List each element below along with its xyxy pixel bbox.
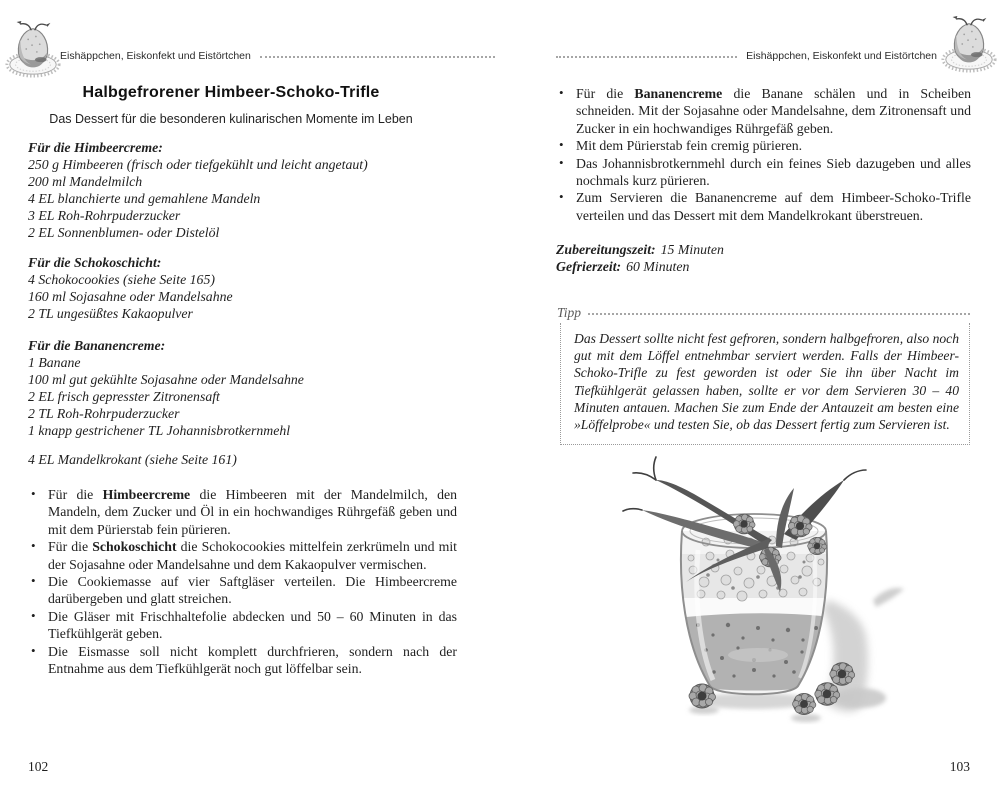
ingredient-line: 4 Schokocookies (siehe Seite 165): [28, 272, 215, 287]
prep-time-line: [556, 242, 724, 259]
page-number-right: 103: [949, 759, 970, 774]
freeze-time-line: [556, 259, 724, 276]
recipe-step: [28, 573, 457, 608]
step-text: Die Eismasse soll nicht komplett durchfrieren, sondern nach der Entnahme aus dem Tiefkühlgerät noch gut löffelbar sein.: [48, 643, 457, 677]
ingredient-line: 1 knapp gestrichener TL Johannisbrotkernmehl: [28, 423, 291, 438]
running-head-right-text: Eishäppchen, Eiskonfekt und Eistörtchen: [746, 50, 937, 62]
tip-box: [556, 305, 970, 445]
extra-ingredient-line: 4 EL Mandelkrokant (siehe Seite 161): [28, 452, 237, 467]
prep-time-value: 15 Minuten: [660, 242, 724, 257]
ingredient-line: 200 ml Mandelmilch: [28, 174, 143, 189]
step-text: Für die: [48, 539, 93, 555]
ingredient-heading: Für die Bananencreme:: [28, 338, 166, 353]
step-text: Das Johannisbrotkernmehl durch ein feines Sieb dazugeben und alles nochmals kurz pürieren.: [576, 155, 971, 189]
step-bold-term: Himbeercreme: [102, 487, 191, 502]
recipe-subtitle: Das Dessert für die besonderen kulinarischen Momente im Leben: [49, 112, 413, 126]
freeze-time-label: Gefrierzeit:: [556, 258, 622, 274]
step-text: Die Gläser mit Frischhaltefolie abdecken und 50 – 60 Minuten in das Tiefkühlgerät geben.: [48, 608, 457, 642]
step-text: Für die: [576, 86, 635, 101]
prep-time-label: Zubereitungszeit:: [556, 242, 656, 257]
step-text: Die Cookiemasse auf vier Saftgläser verteilen. Die Himbeercreme darübergeben und glatt streichen.: [48, 574, 457, 607]
step-text: Zum Servieren die Bananencreme auf dem Himbeer-Schoko-Trifle verteilen und das Dessert mit dem Mandelkrokant überstreuen.: [576, 190, 971, 223]
recipe-step: [556, 137, 971, 154]
recipe-step: [28, 486, 457, 538]
recipe-step: [28, 643, 457, 678]
step-text: die Schokocookies mittelfein zerkrümeln und mit der Sojasahne oder Mandelsahne und dem Kakaopulver vermischen.: [48, 539, 458, 572]
tip-header: [556, 305, 970, 321]
ingredient-heading: Für die Schokoschicht:: [28, 255, 162, 270]
page-left: [28, 0, 457, 800]
recipe-step: [556, 85, 971, 137]
page-number-left: 102: [28, 759, 49, 774]
step-bold-term: Bananencreme: [634, 86, 723, 101]
ingredient-line: 160 ml Sojasahne oder Mandelsahne: [28, 289, 233, 304]
ingredient-line: 250 g Himbeeren (frisch oder tiefgekühlt und leicht angetaut): [28, 157, 368, 172]
right-steps: [556, 85, 971, 224]
ingredients-schokoschicht: [28, 254, 457, 322]
recipe-title: Halbgefrorener Himbeer-Schoko-Trifle: [82, 84, 380, 101]
step-text: die Banane schälen und in Scheiben schneiden. Mit der Sojasahne oder Mandelsahne, dem Zitronensaft und Zucker in ein hochwandiges Rührgefäß geben.: [576, 86, 972, 136]
times-block: [556, 242, 724, 275]
recipe-step: [556, 189, 971, 224]
ingredient-heading: Für die Himbeercreme:: [28, 140, 163, 155]
ingredient-line: 4 EL blanchierte und gemahlene Mandeln: [28, 191, 261, 206]
recipe-step: [28, 608, 457, 643]
left-steps: [28, 486, 457, 677]
ingredient-line: 2 TL ungesüßtes Kakaopulver: [28, 306, 193, 321]
ingredients-himbeercreme: [28, 139, 457, 241]
ingredient-line: 2 TL Roh-Rohrpuderzucker: [28, 406, 180, 421]
tip-label: Tipp: [557, 305, 582, 320]
step-text: Mit dem Pürierstab fein cremig pürieren.: [576, 138, 803, 154]
trifle-glass-illustration-svg: [618, 450, 940, 762]
recipe-step: [28, 538, 457, 573]
step-bold-term: Schokoschicht: [92, 539, 177, 555]
ingredient-line: 1 Banane: [28, 355, 81, 370]
tip-frame: [560, 323, 970, 445]
running-head-left-text: Eishäppchen, Eiskonfekt und Eistörtchen: [60, 50, 251, 62]
ingredient-line: 100 ml gut gekühlte Sojasahne oder Mandelsahne: [28, 372, 304, 387]
ingredient-line: 3 EL Roh-Rohrpuderzucker: [28, 208, 181, 223]
ingredient-line: 2 EL Sonnenblumen- oder Distelöl: [28, 225, 220, 240]
step-text: die Himbeeren mit der Mandelmilch, den Mandeln, dem Zucker und Öl in ein hochwandiges Rührgefäß geben und mit dem Pürierstab fein pürieren.: [48, 487, 457, 537]
ingredients-bananencreme: [28, 337, 457, 439]
step-text: Für die: [48, 487, 103, 502]
recipe-step: [556, 155, 971, 190]
ingredient-line: 2 EL frisch gepresster Zitronensaft: [28, 389, 220, 404]
freeze-time-value: 60 Minuten: [626, 258, 690, 274]
trifle-glass-illustration: [618, 450, 940, 762]
tip-text: Das Dessert sollte nicht fest gefroren, sondern halbgefroren, also noch gut mit dem Löffel entnehmbar serviert werden. Falls der Himbeer-Schoko-Trifle zu fest geworden ist oder Sie ihn über Nacht im Tiefkühlgerät gelassen haben, sollte er vor dem Servieren 30 – 40 Minuten antauen. Machen Sie zum Ende der Antauzeit am besten eine »Löffelprobe« und testen Sie, ob das Dessert fertig zum Servieren ist.: [574, 331, 959, 433]
tip-dotted-rule: [588, 313, 970, 315]
